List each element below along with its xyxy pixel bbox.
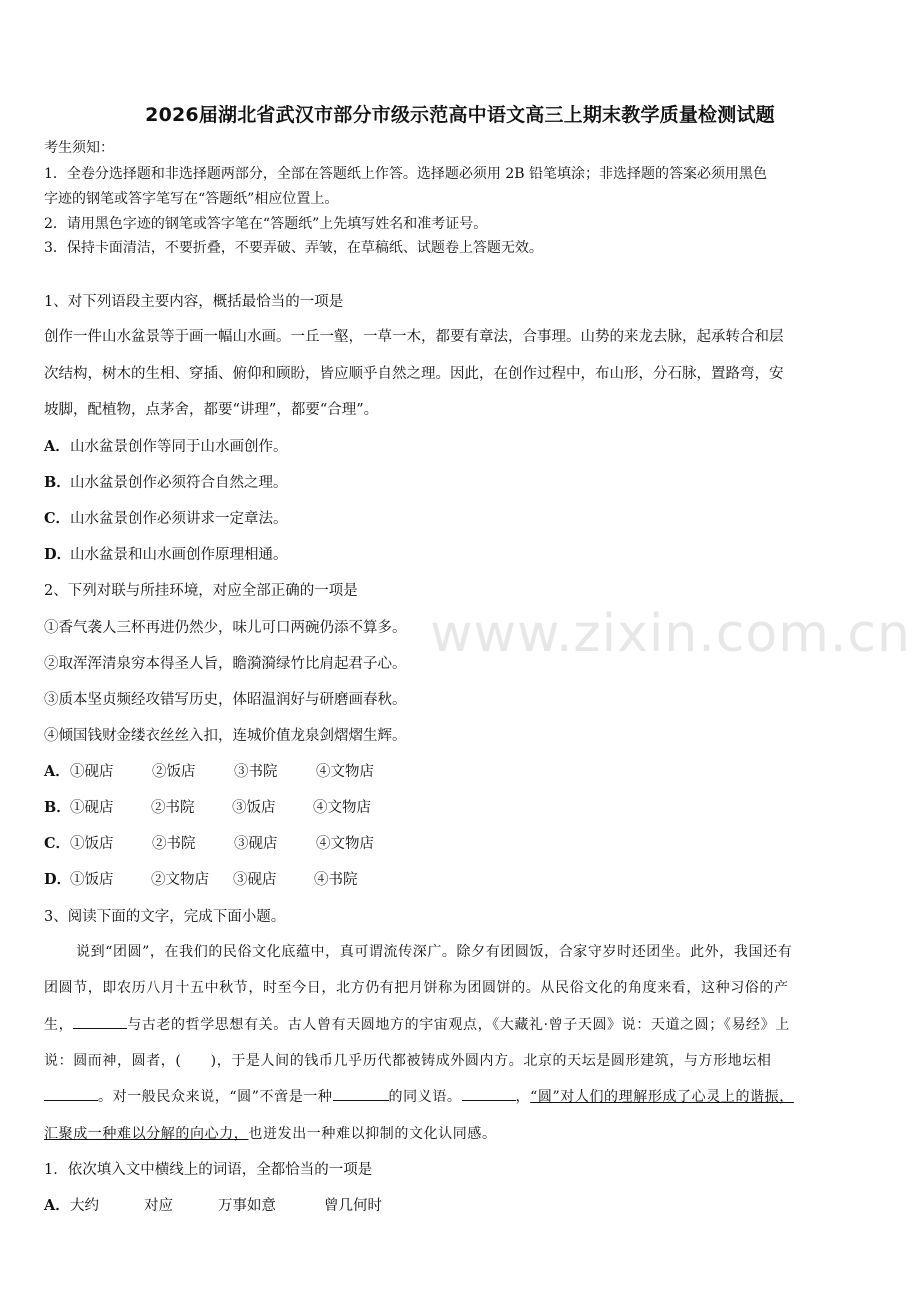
option-item: ③砚店 <box>233 872 277 888</box>
option-item: ①饭店 <box>70 836 114 852</box>
passage-text: 生， <box>44 1017 74 1033</box>
option-item: ①砚店 <box>70 800 114 816</box>
q1-passage-line: 次结构，树木的生相、穿插、俯仰和顾盼，皆应顺乎自然之理。因此，在创作过程中，布山形，分石脉，置路弯，安 <box>44 366 784 382</box>
underlined-sentence: 汇聚成一种难以分解的向心力， <box>44 1126 249 1142</box>
option-item: ①砚店 <box>70 764 114 780</box>
q2-couplet: ②取浑浑清泉穷本得圣人旨，瞻漪漪绿竹比肩起君子心。 <box>44 656 407 672</box>
option-label: C． <box>44 835 71 852</box>
q2-stem: 2、下列对联与所挂环境，对应全部正确的一项是 <box>44 583 358 599</box>
q3-passage-line: 说：圆而神，圆者，( )，于是人间的钱币几乎历代都被铸成外圆内方。北京的天坛是圆形建筑，与方形地坛相 <box>44 1053 772 1069</box>
q3-sub1-stem: 1．依次填入文中横线上的词语，全都恰当的一项是 <box>44 1162 373 1178</box>
option-item: ④书院 <box>314 872 358 888</box>
passage-text: 也迸发出一种难以抑制的文化认同感。 <box>248 1126 497 1142</box>
underlined-sentence: “圆”对人们的理解形成了心灵上的谐振， <box>530 1089 794 1105</box>
q1-stem: 1、对下列语段主要内容，概括最恰当的一项是 <box>44 294 344 310</box>
option-label: A． <box>44 763 70 780</box>
q3-passage-line <box>44 1014 790 1034</box>
option-item: ④文物店 <box>313 800 371 816</box>
q2-couplet: ④倾国钱财金缕衣丝丝入扣，连城价值龙泉剑熠熠生辉。 <box>44 728 407 744</box>
q3-passage-line <box>44 1123 497 1143</box>
passage-text: 的同义语。 <box>388 1089 462 1105</box>
q2-option-c[interactable] <box>44 832 374 853</box>
q1-option-c[interactable] <box>44 507 288 528</box>
option-label: C． <box>44 510 71 527</box>
fill-blank-4[interactable] <box>462 1088 516 1101</box>
passage-text: 与古老的哲学思想有关。古人曾有天圆地方的宇宙观点，《大藏礼·曾子天圆》说：天道之圆；《易经》上 <box>127 1017 790 1033</box>
option-text: 山水盆景和山水画创作原理相通。 <box>70 547 288 563</box>
notice-heading: 考生须知： <box>44 140 114 156</box>
option-item: ④文物店 <box>316 836 374 852</box>
option-item: ③砚店 <box>234 836 278 852</box>
passage-text: 。对一般民众来说，“圆”不啻是一种 <box>98 1089 333 1105</box>
fill-blank-1[interactable] <box>73 1016 127 1029</box>
option-item: ②文物店 <box>151 872 209 888</box>
q1-option-d[interactable] <box>44 543 288 564</box>
fill-blank-3[interactable] <box>333 1088 389 1101</box>
q2-option-b[interactable] <box>44 796 371 817</box>
q2-couplet: ①香气袭人三杯再进仍然少，味儿可口两碗仍添不算多。 <box>44 620 407 636</box>
q1-option-b[interactable] <box>44 471 288 492</box>
q1-passage-line: 创作一件山水盆景等于画一幅山水画。一丘一壑，一草一木，都要有章法，合事理。山势的来龙去脉，起承转合和层 <box>44 329 784 345</box>
option-label: B． <box>44 474 71 491</box>
option-label: A． <box>44 438 70 455</box>
page-title: 2026届湖北省武汉市部分市级示范高中语文高三上期末教学质量检测试题 <box>145 104 775 126</box>
option-item: 对应 <box>144 1198 173 1214</box>
q1-option-a[interactable] <box>44 435 288 456</box>
option-label: D． <box>44 546 72 563</box>
q1-passage-line: 坡脚，配植物，点茅舍，都要“讲理”，都要“合理”。 <box>44 402 379 418</box>
q3-stem: 3、阅读下面的文字，完成下面小题。 <box>44 909 286 925</box>
option-item: ③饭店 <box>232 800 276 816</box>
option-item: ③书院 <box>234 764 278 780</box>
option-item: 大约 <box>70 1198 99 1214</box>
option-label: B． <box>44 799 71 816</box>
notice-item: 字迹的钢笔或答字笔写在“答题纸”相应位置上。 <box>44 191 339 207</box>
option-item: 曾几何时 <box>324 1198 382 1214</box>
option-label: A． <box>44 1197 70 1214</box>
q3-passage-line: 说到“团圆”，在我们的民俗文化底蕴中，真可谓流传深广。除夕有团圆饭，合家守岁时还团坐。此外，我国还有 <box>76 944 793 960</box>
q3-passage-line <box>44 1086 794 1106</box>
option-item: ④文物店 <box>316 764 374 780</box>
option-label: D． <box>44 871 72 888</box>
fill-blank-2[interactable] <box>44 1088 98 1101</box>
option-text: 山水盆景创作必须符合自然之理。 <box>70 475 288 491</box>
option-item: 万事如意 <box>218 1198 276 1214</box>
q2-option-d[interactable] <box>44 868 358 889</box>
option-item: ②书院 <box>152 836 196 852</box>
option-item: ①饭店 <box>70 872 114 888</box>
q2-couplet: ③质本坚贞频经攻错写历史，体昭温润好与研磨画春秋。 <box>44 692 407 708</box>
option-item: ②饭店 <box>152 764 196 780</box>
q2-option-a[interactable] <box>44 760 374 781</box>
q3-sub1-option-a[interactable] <box>44 1194 382 1215</box>
option-text: 山水盆景创作等同于山水画创作。 <box>70 439 288 455</box>
notice-item: 2．请用黑色字迹的钢笔或答字笔在“答题纸”上先填写姓名和准考证号。 <box>44 216 488 232</box>
q3-passage-line: 团圆节，即农历八月十五中秋节，时至今日，北方仍有把月饼称为团圆饼的。从民俗文化的角度来看，这种习俗的产 <box>44 980 789 996</box>
option-text: 山水盆景创作必须讲求一定章法。 <box>70 511 288 527</box>
passage-text: ， <box>515 1089 531 1105</box>
notice-item: 3．保持卡面清洁，不要折叠，不要弄破、弄皱，在草稿纸、试题卷上答题无效。 <box>44 240 543 256</box>
watermark-text: www.zixin.com.cn <box>430 604 911 664</box>
option-item: ②书院 <box>151 800 195 816</box>
notice-item: 1．全卷分选择题和非选择题两部分，全部在答题纸上作答。选择题必须用 2B 铅笔填涂；非选择题的答案必须用黑色 <box>44 166 767 182</box>
